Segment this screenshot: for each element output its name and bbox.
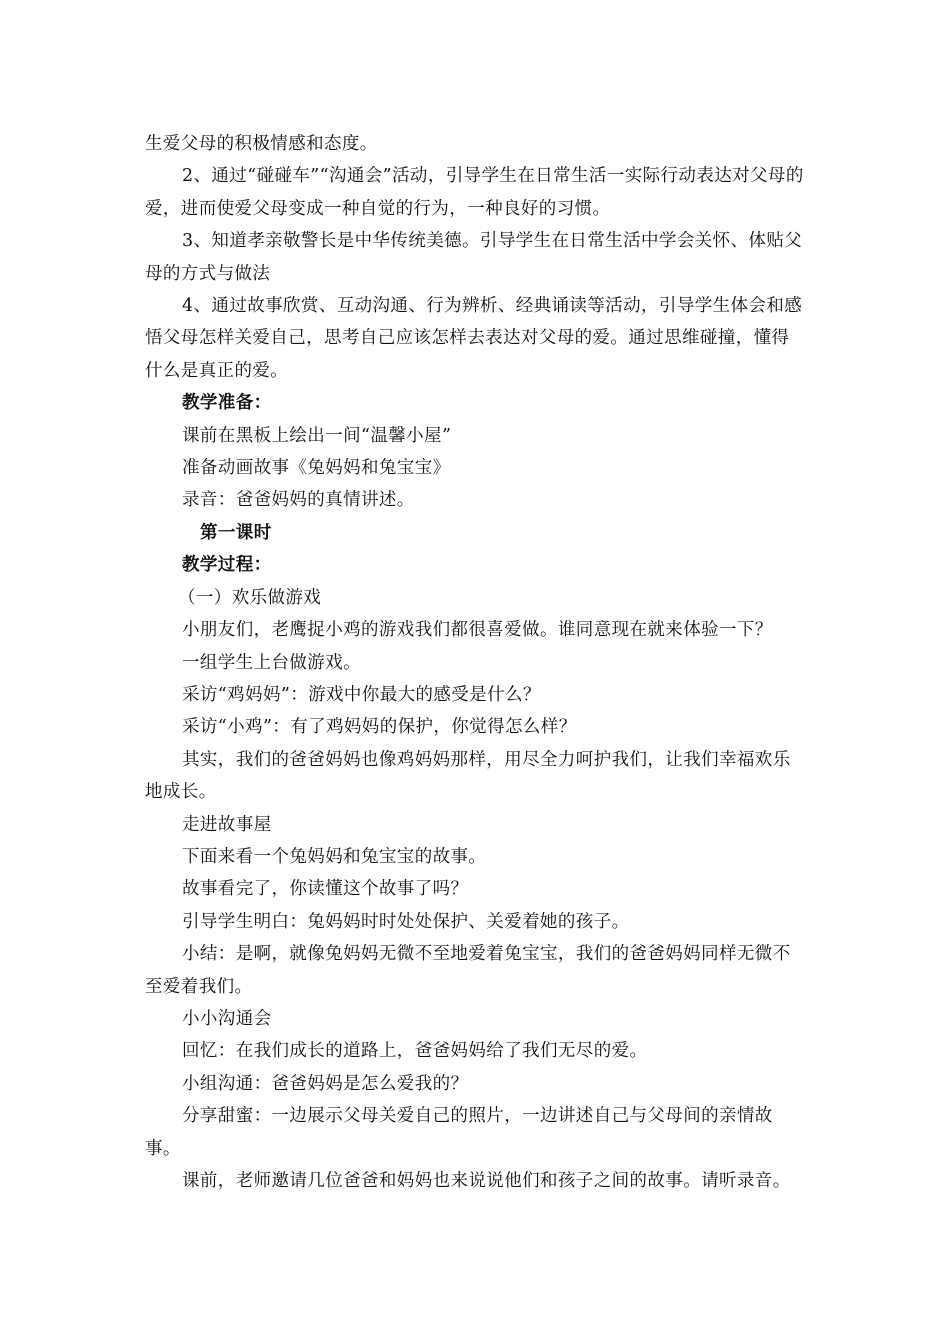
subsection-heading: （一）欢乐做游戏	[178, 587, 322, 608]
paragraph: 采访“鸡妈妈”：游戏中你最大的感受是什么？	[182, 684, 541, 705]
paragraph: 故事看完了，你读懂这个故事了吗？	[182, 879, 469, 900]
paragraph: 下面来看一个兔妈妈和兔宝宝的故事。	[182, 846, 487, 867]
paragraph: 一组学生上台做游戏。	[182, 652, 361, 673]
paragraph: 回忆：在我们成长的道路上，爸爸妈妈给了我们无尽的爱。	[182, 1041, 648, 1062]
lesson-heading: 第一课时	[200, 522, 272, 543]
section-heading-preparation: 教学准备：	[182, 393, 272, 414]
paragraph: 采访“小鸡”：有了鸡妈妈的保护，你觉得怎么样？	[182, 717, 577, 738]
subsection-heading: 小小沟通会	[182, 1008, 272, 1029]
paragraph: 准备动画故事《兔妈妈和兔宝宝》	[182, 458, 451, 479]
paragraph: 小组沟通：爸爸妈妈是怎么爱我的？	[182, 1073, 469, 1094]
objective-3: 3、知道孝亲敬警长是中华传统美德。引导学生在日常生活中学会关怀、体贴父母的方式与做法	[145, 231, 803, 284]
paragraph: 小结：是啊，就像兔妈妈无微不至地爱着兔宝宝，我们的爸爸妈妈同样无微不至爱着我们。	[145, 944, 791, 997]
paragraph: 录音：爸爸妈妈的真情讲述。	[182, 490, 415, 511]
objective-2: 2、通过“碰碰车”“沟通会”活动，引导学生在日常生活一实际行动表达对父母的爱，进而使爱父母变成一种自觉的行为，一种良好的习惯。	[145, 166, 804, 219]
subsection-heading: 走进故事屋	[182, 814, 272, 835]
document-body	[145, 128, 807, 1197]
paragraph: 其实，我们的爸爸妈妈也像鸡妈妈那样，用尽全力呵护我们，让我们幸福欢乐地成长。	[145, 749, 791, 803]
paragraph: 课前，老师邀请几位爸爸和妈妈也来说说他们和孩子之间的故事。请听录音。	[182, 1171, 791, 1191]
paragraph: 生爱父母的积极情感和态度。	[145, 134, 378, 154]
section-heading-process: 教学过程：	[182, 555, 272, 576]
paragraph: 小朋友们，老鹰捉小鸡的游戏我们都很喜爱做。谁同意现在就来体验一下？	[182, 620, 773, 641]
paragraph: 课前在黑板上绘出一间“温馨小屋”	[182, 425, 452, 446]
objective-4: 4、通过故事欣赏、互动沟通、行为辨析、经典诵读等活动，引导学生体会和感悟父母怎样关爱自己，思考自己应该怎样去表达对父母的爱。通过思维碰撞，懂得什么是真正的爱。	[145, 296, 803, 381]
paragraph: 引导学生明白：兔妈妈时时处处保护、关爱着她的孩子。	[182, 911, 630, 932]
paragraph: 分享甜蜜：一边展示父母关爱自己的照片，一边讲述自己与父母间的亲情故事。	[145, 1106, 773, 1159]
